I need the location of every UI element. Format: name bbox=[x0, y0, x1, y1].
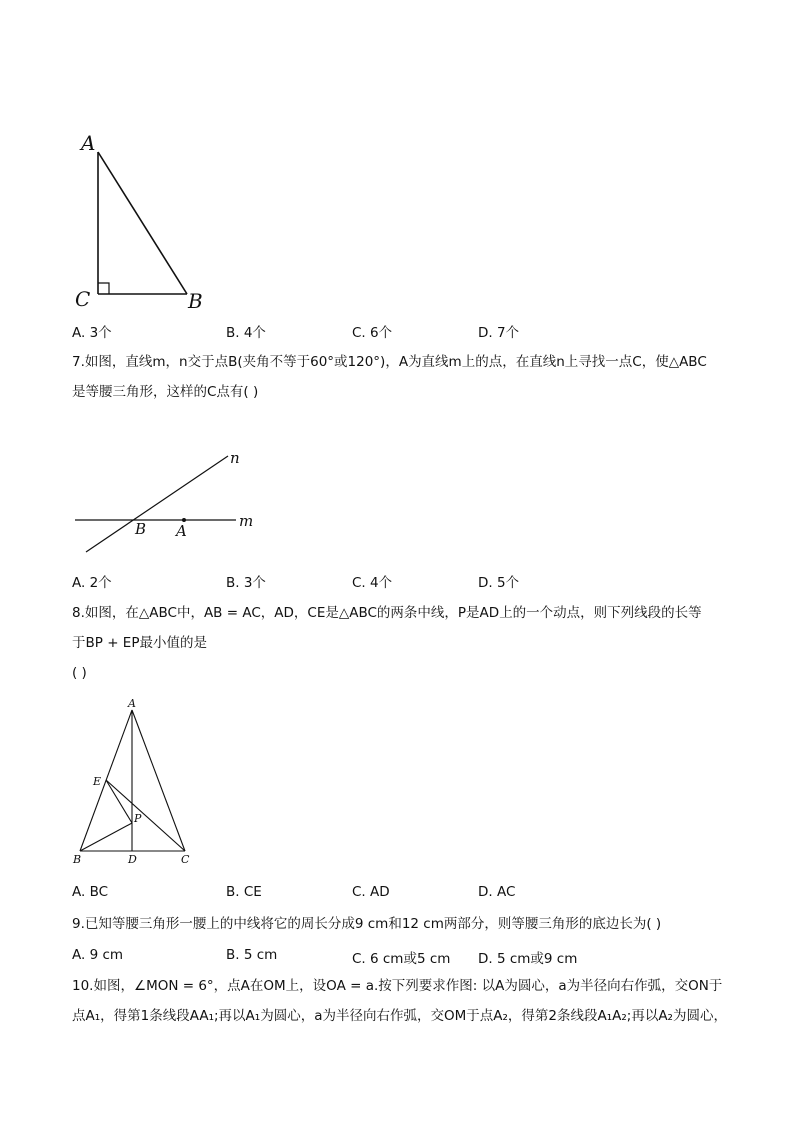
figure-q8-isosceles-triangle bbox=[68, 696, 208, 871]
q6-options bbox=[72, 321, 772, 341]
q6-option-c[interactable]: C. 6个 bbox=[352, 325, 393, 341]
q8-stem-line1: 8.如图，在△ABC中，AB = AC，AD，CE是△ABC的两条中线，P是AD上的一个动点，则下列线段的长等 bbox=[72, 605, 702, 621]
q9-option-c[interactable]: C. 6 cm或5 cm bbox=[352, 951, 451, 967]
q8-option-a[interactable]: A. BC bbox=[72, 884, 109, 900]
label-e: E bbox=[93, 775, 102, 788]
q9-stem-line1: 9.已知等腰三角形一腰上的中线将它的周长分成9 cm和12 cm两部分，则等腰三角形的底边长为( ) bbox=[72, 916, 662, 932]
q7-option-d[interactable]: D. 5个 bbox=[478, 575, 520, 591]
q9-option-a[interactable]: A. 9 cm bbox=[72, 947, 124, 963]
q6-option-d[interactable]: D. 7个 bbox=[478, 325, 520, 341]
q8-options bbox=[72, 884, 772, 904]
segment-ce bbox=[106, 780, 185, 851]
q9-options bbox=[72, 947, 772, 967]
figure-q6-right-triangle bbox=[70, 128, 220, 318]
q8-option-c[interactable]: C. AD bbox=[352, 884, 390, 900]
q7-option-a[interactable]: A. 2个 bbox=[72, 575, 112, 591]
label-a: A bbox=[176, 522, 187, 540]
segment-ep bbox=[106, 780, 132, 823]
q8-option-d[interactable]: D. AC bbox=[478, 884, 516, 900]
figure-q7-intersecting-lines bbox=[70, 448, 270, 558]
q10-stem-line2: 点A₁，得第1条线段AA₁;再以A₁为圆心，a为半径向右作弧，交OM于点A₂，得第2条线段A₁A₂;再以A₂为圆心， bbox=[72, 1008, 727, 1024]
q10-stem bbox=[72, 971, 732, 1031]
label-a: A bbox=[128, 697, 136, 710]
label-n: n bbox=[230, 449, 240, 467]
label-c: C bbox=[75, 287, 91, 311]
q7-options bbox=[72, 571, 772, 591]
right-angle-mark bbox=[98, 283, 109, 294]
q6-option-b[interactable]: B. 4个 bbox=[226, 325, 266, 341]
q7-stem bbox=[72, 347, 732, 407]
segment-ac bbox=[132, 710, 185, 851]
label-a: A bbox=[81, 131, 96, 155]
q7-option-c[interactable]: C. 4个 bbox=[352, 575, 393, 591]
label-c: C bbox=[181, 853, 190, 866]
q8-option-b[interactable]: B. CE bbox=[226, 884, 262, 900]
label-b: B bbox=[73, 853, 82, 866]
q7-stem-line2: 是等腰三角形，这样的C点有( ) bbox=[72, 384, 259, 400]
q9-stem bbox=[72, 909, 732, 939]
q8-stem-line3: ( ) bbox=[72, 665, 87, 681]
label-d: D bbox=[128, 853, 137, 866]
label-m: m bbox=[239, 512, 254, 530]
segment-ab bbox=[98, 152, 187, 294]
label-b: B bbox=[188, 289, 203, 313]
q7-stem-line1: 7.如图，直线m，n交于点B(夹角不等于60°或120°)，A为直线m上的点，在直线n上寻找一点C，使△ABC bbox=[72, 354, 707, 370]
label-b: B bbox=[135, 520, 147, 538]
q9-option-d[interactable]: D. 5 cm或9 cm bbox=[478, 951, 578, 967]
q9-option-b[interactable]: B. 5 cm bbox=[226, 947, 278, 963]
q8-stem-line2: 于BP + EP最小值的是 bbox=[72, 635, 207, 651]
q7-option-b[interactable]: B. 3个 bbox=[226, 575, 266, 591]
line-n bbox=[86, 456, 228, 552]
q6-option-a[interactable]: A. 3个 bbox=[72, 325, 112, 341]
label-p: P bbox=[134, 812, 142, 825]
q8-stem bbox=[72, 598, 732, 688]
segment-bp bbox=[80, 823, 132, 851]
q10-stem-line1: 10.如图，∠MON = 6°，点A在OM上，设OA = a.按下列要求作图: 以A为圆心，a为半径向右作弧，交ON于 bbox=[72, 978, 723, 994]
